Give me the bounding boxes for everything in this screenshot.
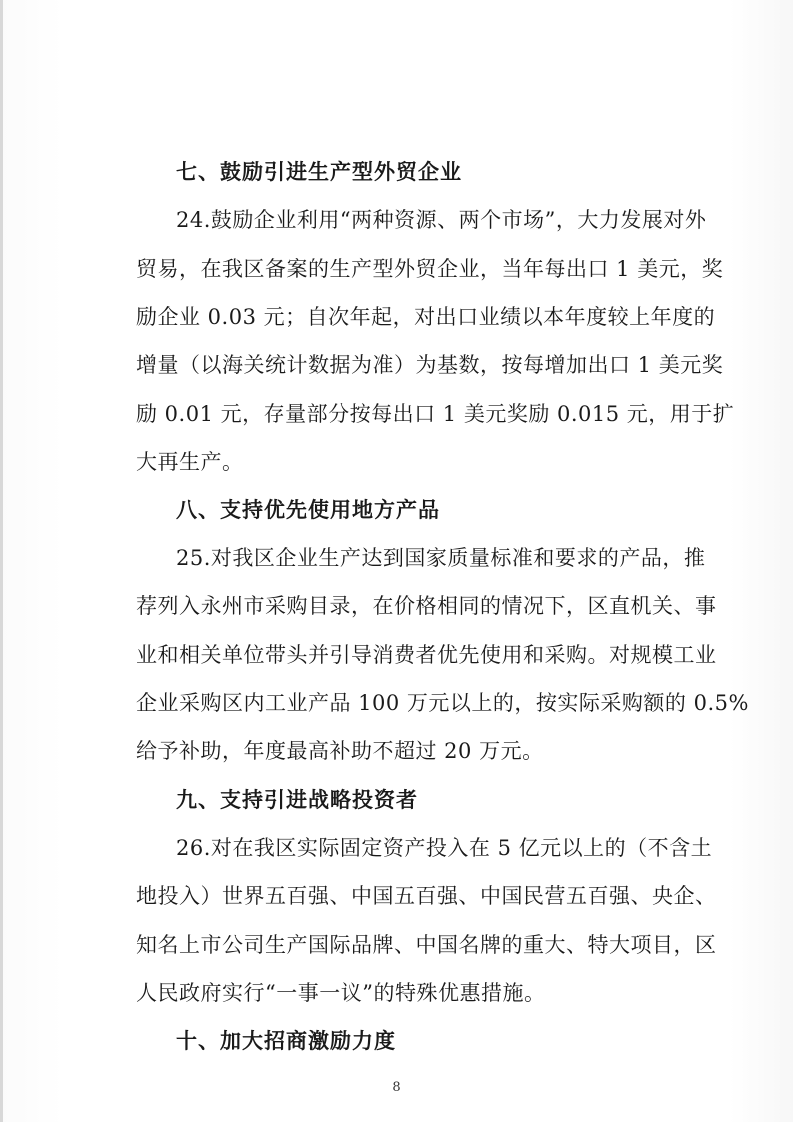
para-26-line: 26.对在我区实际固定资产投入在 5 亿元以上的（不含土 [176, 836, 713, 860]
para-24-line: 增量（以海关统计数据为准）为基数，按每增加出口 1 美元奖 [136, 353, 724, 377]
para-25-line: 业和相关单位带头并引导消费者优先使用和采购。对规模工业 [136, 643, 717, 667]
section-heading-8: 八、支持优先使用地方产品 [176, 498, 440, 522]
para-25-line: 荐列入永州市采购目录，在价格相同的情况下，区直机关、事 [136, 594, 717, 618]
section-heading-9: 九、支持引进战略投资者 [176, 788, 418, 812]
para-26-line: 知名上市公司生产国际品牌、中国名牌的重大、特大项目，区 [136, 933, 717, 957]
para-25-line: 25.对我区企业生产达到国家质量标准和要求的产品，推 [176, 546, 706, 570]
para-24-line: 贸易，在我区备案的生产型外贸企业，当年每出口 1 美元，奖 [136, 257, 724, 281]
para-25-line: 企业采购区内工业产品 100 万元以上的，按实际采购额的 0.5% [136, 691, 749, 715]
para-24-line: 励 0.01 元，存量部分按每出口 1 美元奖励 0.015 元，用于扩 [136, 402, 735, 426]
para-26-line: 人民政府实行“一事一议”的特殊优惠措施。 [136, 981, 546, 1005]
page-edge [0, 0, 3, 1122]
para-24-line: 励企业 0.03 元；自次年起，对出口业绩以本年度较上年度的 [136, 305, 716, 329]
para-24-line: 大再生产。 [136, 450, 244, 474]
para-25-line: 给予补助，年度最高补助不超过 20 万元。 [136, 739, 544, 763]
section-heading-7: 七、鼓励引进生产型外贸企业 [176, 160, 462, 184]
para-26-line: 地投入）世界五百强、中国五百强、中国民营五百强、央企、 [136, 884, 717, 908]
page-number: 8 [392, 1080, 401, 1095]
para-24-line: 24.鼓励企业利用“两种资源、两个市场”，大力发展对外 [176, 208, 707, 232]
section-heading-10: 十、加大招商激励力度 [176, 1029, 396, 1053]
